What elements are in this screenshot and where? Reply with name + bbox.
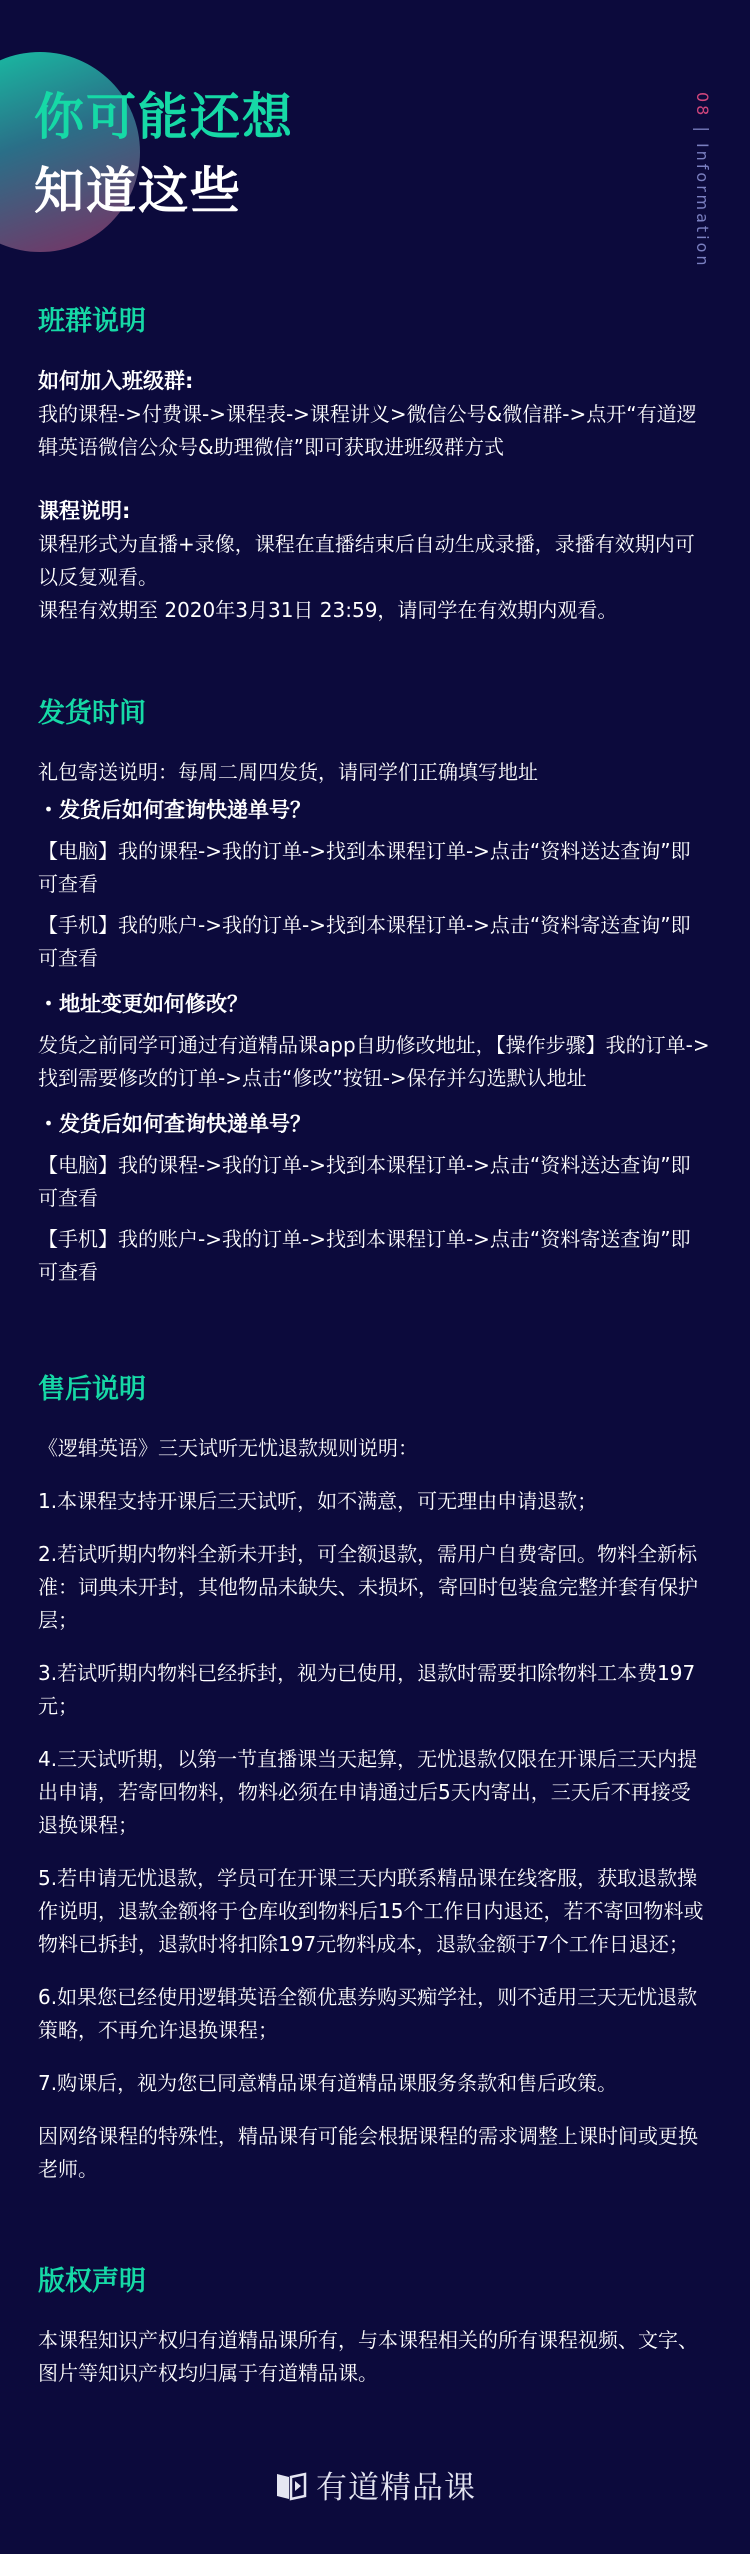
shipping-q1-pc: 【电脑】我的课程->我的订单->找到本课程订单->点击“资料送达查询”即可查看	[38, 839, 691, 896]
aftersale-intro: 《逻辑英语》三天试听无忧退款规则说明：	[38, 1436, 418, 1460]
course-text: 课程形式为直播+录像，课程在直播结束后自动生成录播，录播有效期内可以反复观看。	[38, 532, 695, 589]
shipping-q3-pc: 【电脑】我的课程->我的订单->找到本课程订单->点击“资料送达查询”即可查看	[38, 1153, 691, 1210]
copyright-heading: 版权声明	[38, 2266, 146, 2297]
aftersale-item: 7.购课后，视为您已同意精品课有道精品课服务条款和售后政策。	[38, 2071, 618, 2095]
course-title: 课程说明:	[38, 499, 131, 523]
copyright-text: 本课程知识产权归有道精品课所有，与本课程相关的所有课程视频、文字、图片等知识产权均归属于有道精品课。	[38, 2328, 698, 2385]
shipping-q3-mobile: 【手机】我的账户->我的订单->找到本课程订单->点击“资料寄送查询”即可查看	[38, 1227, 691, 1284]
shipping-section	[38, 696, 710, 1289]
aftersale-item: 6.如果您已经使用逻辑英语全额优惠券购买痴学社，则不适用三天无忧退款策略，不再允许退换课程；	[38, 1985, 698, 2042]
side-label	[688, 92, 712, 269]
shipping-q3: ・发货后如何查询快递单号？	[38, 1112, 311, 1136]
aftersale-item: 1.本课程支持开课后三天试听，如不满意，可无理由申请退款；	[38, 1489, 598, 1513]
shipping-q2-text: 发货之前同学可通过有道精品课app自助修改地址，【操作步骤】我的订单->找到需要修改的订单->点击“修改”按钮->保存并勾选默认地址	[38, 1033, 710, 1090]
shipping-heading: 发货时间	[38, 698, 146, 729]
aftersale-item: 2.若试听期内物料全新未开封，可全额退款，需用户自费寄回。物料全新标准：词典未开封，其他物品未缺失、未损坏，寄回时包装盒完整并套有保护层；	[38, 1542, 698, 1632]
play-book-icon	[274, 2468, 308, 2502]
side-label-text: Information	[693, 142, 712, 269]
shipping-intro: 礼包寄送说明：每周二周四发货，请同学们正确填写地址	[38, 760, 538, 784]
side-number: 08	[693, 92, 712, 119]
aftersale-heading: 售后说明	[38, 1374, 146, 1405]
validity-text: 课程有效期至 2020年3月31日 23:59，请同学在有效期内观看。	[38, 598, 618, 622]
copyright-section	[38, 2264, 710, 2390]
side-label-pipe: |	[693, 126, 712, 143]
group-section	[38, 304, 710, 627]
join-title: 如何加入班级群:	[38, 369, 194, 393]
aftersale-section	[38, 1372, 710, 2186]
footer	[0, 2462, 750, 2507]
brand-logo	[274, 2462, 476, 2507]
aftersale-item: 3.若试听期内物料已经拆封，视为已使用，退款时需要扣除物料工本费197元；	[38, 1661, 696, 1718]
group-heading: 班群说明	[38, 306, 146, 337]
brand-name: 有道精品课	[316, 2470, 476, 2506]
shipping-q1: ・发货后如何查询快递单号？	[38, 798, 311, 822]
hero-title-block	[34, 84, 294, 224]
shipping-q2: ・地址变更如何修改？	[38, 992, 248, 1016]
hero-title-line1: 你可能还想	[34, 88, 294, 146]
aftersale-item: 5.若申请无忧退款，学员可在开课三天内联系精品课在线客服，获取退款操作说明，退款金额将于仓库收到物料后15个工作日内退还，若不寄回物料或物料已拆封，退款时将扣除197元物料成本，退款金额于7个工作日退还；	[38, 1866, 704, 1956]
aftersale-item: 因网络课程的特殊性，精品课有可能会根据课程的需求调整上课时间或更换老师。	[38, 2124, 698, 2181]
shipping-q1-mobile: 【手机】我的账户->我的订单->找到本课程订单->点击“资料寄送查询”即可查看	[38, 913, 691, 970]
join-text: 我的课程->付费课->课程表->课程讲义>微信公号&微信群->点开“有道逻辑英语微信公众号&助理微信”即可获取进班级群方式	[38, 402, 697, 459]
aftersale-item: 4.三天试听期，以第一节直播课当天起算，无忧退款仅限在开课后三天内提出申请，若寄回物料，物料必须在申请通过后5天内寄出，三天后不再接受退换课程；	[38, 1747, 698, 1837]
hero-title-line2: 知道这些	[34, 162, 242, 220]
